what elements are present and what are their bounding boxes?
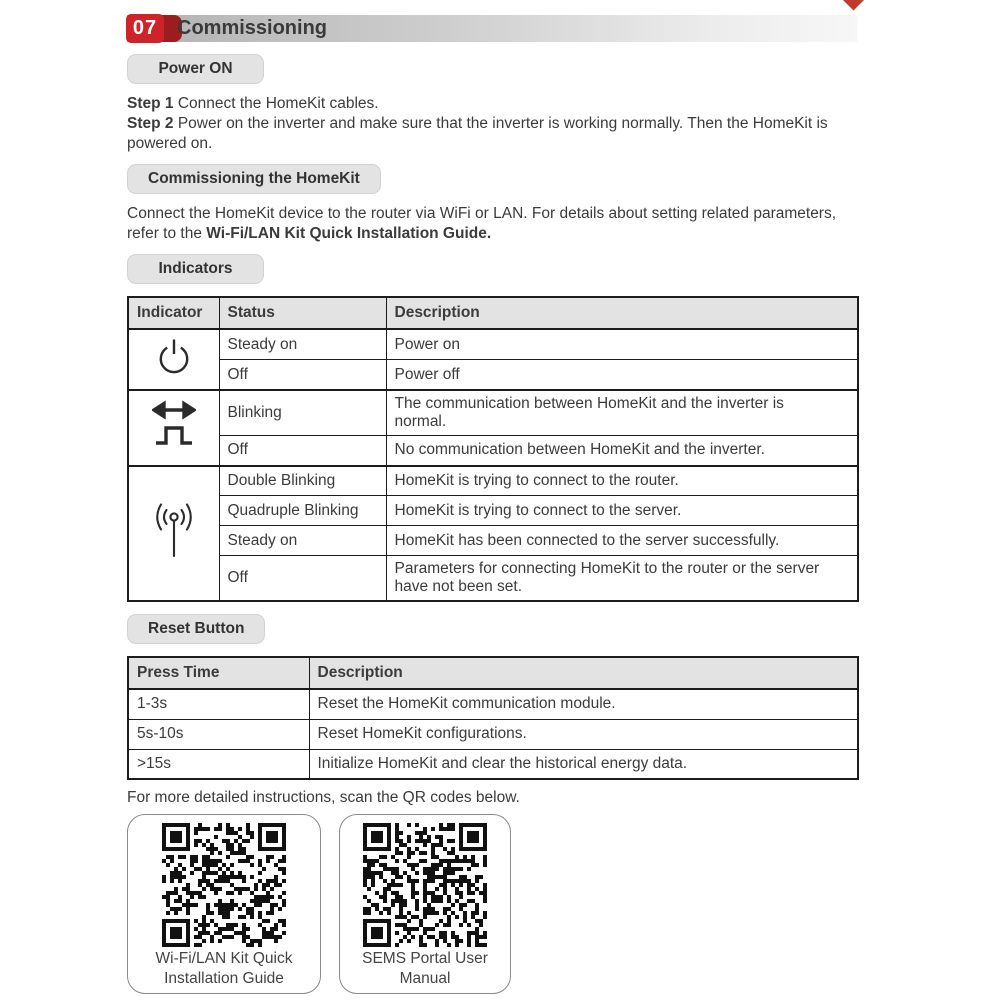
qr-note: For more detailed instructions, scan the QR codes below. (127, 789, 520, 806)
step-2-text: Power on the inverter and make sure that the inverter is working normally. Then the HomeKit is powered on. (127, 115, 828, 152)
status-cell: Double Blinking (219, 466, 386, 496)
communication-indicator-cell (128, 390, 219, 466)
description-cell: The communication between HomeKit and the inverter is normal. (386, 390, 858, 436)
reset-table-header-row (128, 657, 858, 689)
description-cell: HomeKit has been connected to the server successfully. (386, 526, 858, 556)
col-header-status: Status (219, 297, 386, 329)
description-cell: Power off (386, 360, 858, 391)
status-cell: Steady on (219, 526, 386, 556)
table-row (128, 329, 858, 360)
guide-reference: Wi-Fi/LAN Kit Quick Installation Guide. (206, 225, 492, 242)
qr-caption: Wi-Fi/LAN Kit Quick Installation Guide (155, 950, 293, 988)
step-1-label: Step 1 (127, 95, 174, 112)
col-header-press-time: Press Time (128, 657, 309, 689)
press-time-cell: 1-3s (128, 689, 309, 719)
description-cell: HomeKit is trying to connect to the server. (386, 496, 858, 526)
subsection-pill-reset-button: Reset Button (127, 614, 265, 644)
qr-code (363, 823, 487, 947)
qr-card-sems-portal-manual (339, 814, 511, 994)
qr-card-wifi-lan-guide (127, 814, 321, 994)
section-number: 07 (126, 14, 164, 43)
qr-caption: SEMS Portal User Manual (362, 950, 488, 988)
table-row (128, 496, 858, 526)
wireless-indicator-cell (128, 466, 219, 602)
col-header-description: Description (309, 657, 858, 689)
table-row (128, 526, 858, 556)
table-row (128, 360, 858, 391)
qr-code (162, 823, 286, 947)
col-header-description: Description (386, 297, 858, 329)
document-page (127, 0, 857, 994)
table-row (128, 719, 858, 749)
table-row (128, 689, 858, 719)
description-cell: Reset HomeKit configurations. (309, 719, 858, 749)
status-cell: Off (219, 556, 386, 602)
commissioning-paragraph (127, 204, 857, 244)
table-row (128, 390, 858, 436)
col-header-indicator: Indicator (128, 297, 219, 329)
step-1-text: Connect the HomeKit cables. (173, 95, 379, 112)
status-cell: Quadruple Blinking (219, 496, 386, 526)
description-cell: No communication between HomeKit and the inverter. (386, 436, 858, 466)
press-time-cell: >15s (128, 749, 309, 779)
press-time-cell: 5s-10s (128, 719, 309, 749)
power-icon (154, 367, 194, 384)
reset-button-table (127, 656, 859, 780)
description-cell: Power on (386, 329, 858, 360)
status-cell: Off (219, 360, 386, 391)
description-cell: Parameters for connecting HomeKit to the router or the server have not been set. (386, 556, 858, 602)
wireless-icon (151, 549, 197, 566)
description-cell: HomeKit is trying to connect to the router. (386, 466, 858, 496)
indicators-table (127, 296, 859, 602)
step-2-label: Step 2 (127, 115, 174, 132)
subsection-pill-indicators: Indicators (127, 254, 264, 284)
section-header-bar (127, 15, 857, 42)
status-cell: Blinking (219, 390, 386, 436)
table-row (128, 749, 858, 779)
power-indicator-cell (128, 329, 219, 390)
step-2-line (127, 114, 857, 154)
step-1-line (127, 94, 857, 114)
indicators-table-header-row (128, 297, 858, 329)
description-cell: Initialize HomeKit and clear the historical energy data. (309, 749, 858, 779)
table-row (128, 556, 858, 602)
section-title: Commissioning (177, 17, 328, 39)
commissioning-paragraph-text: Connect the HomeKit device to the router via WiFi or LAN. For details about setting related parameters, refer to the (127, 205, 837, 242)
communication-icon (152, 439, 196, 456)
subsection-pill-commissioning: Commissioning the HomeKit (127, 164, 381, 194)
description-cell: Reset the HomeKit communication module. (309, 689, 858, 719)
status-cell: Steady on (219, 329, 386, 360)
qr-cards-row (127, 814, 857, 994)
subsection-pill-power-on: Power ON (127, 54, 264, 84)
status-cell: Off (219, 436, 386, 466)
table-row (128, 436, 858, 466)
table-row (128, 466, 858, 496)
